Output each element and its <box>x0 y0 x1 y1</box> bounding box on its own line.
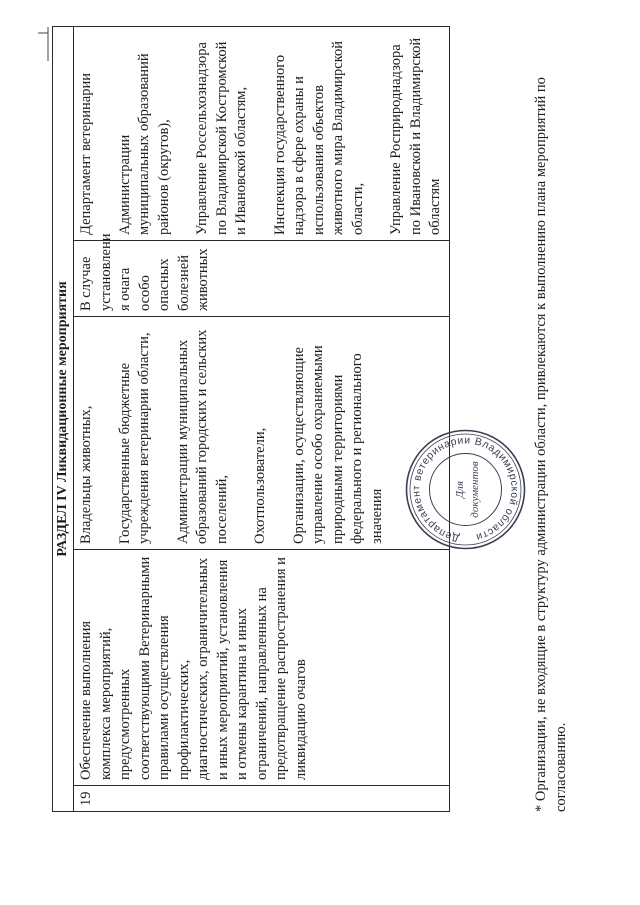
responsible-cell <box>74 26 450 240</box>
participants-cell <box>74 317 450 550</box>
measures-table <box>52 26 450 812</box>
section-title: РАЗДЕЛ IV Ликвидационные мероприятия <box>53 26 74 811</box>
participant-item: Администрации муниципальных образований городских и сельских поселений, <box>174 329 230 544</box>
responsible-item: Администрации муниципальных образований районов (округов), <box>116 53 172 235</box>
stamp-center-line1: Для <box>454 481 466 498</box>
official-stamp <box>403 427 528 552</box>
participant-item: Охотпользователи, <box>252 427 268 544</box>
stamp-center-line2: документов <box>469 461 481 518</box>
footnote: * Организации, не входящие в структуру администрации области, привлекаются к выполнению плана мероприятий по согласованию. <box>533 77 569 812</box>
responsible-item: Инспекция государственного надзора в сфере охраны и использования объектов животного мира Владимирской области, <box>271 40 366 235</box>
responsible-item: Департамент ветеринарии <box>78 73 94 235</box>
stamp-ring-text: Департамент ветеринарии Владимирской области <box>410 434 521 545</box>
responsible-item: Управление Россельхознадзора по Владимирской Костромской и Ивановской областям, <box>194 41 249 235</box>
corner-mark <box>36 25 50 63</box>
participant-item: Владельцы животных, <box>78 405 94 544</box>
participant-item: Государственные бюджетные учреждения ветеринарии области, <box>116 332 152 544</box>
table-row <box>74 26 450 811</box>
participant-item: Организации, осуществляющие управление особо охраняемыми природными территориями федерального и регионального значения <box>290 345 385 544</box>
measure-cell: Обеспечение выполнения комплекса мероприятий, предусмотренных соответствующими Ветеринарными правилами осуществления профилактических, диагностических, ограничительных и иных мероприятий, установления и отмены карантина и иных ограничений, направленных на предотвращение распространения и ликвидацию очагов <box>74 550 450 786</box>
section-header-row <box>53 26 74 811</box>
deadline-cell: В случае установлени я очага особо опасных болезней животных <box>74 241 450 317</box>
responsible-item: Управление Росприроднадзора по Ивановской и Владимирской областям <box>388 37 443 235</box>
row-number: 19 <box>74 786 450 812</box>
